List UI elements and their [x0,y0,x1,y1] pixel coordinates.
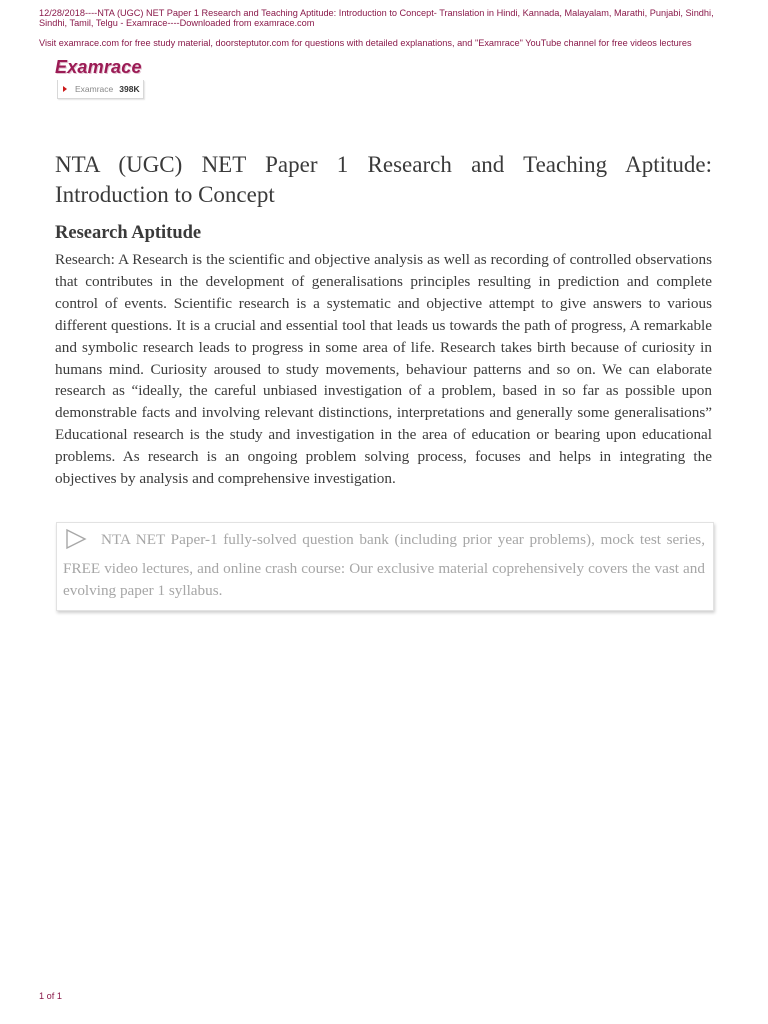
promo-box[interactable] [56,522,714,611]
youtube-channel-name: Examrace [75,84,114,94]
print-header-title: 12/28/2018----NTA (UGC) NET Paper 1 Research and Teaching Aptitude: Introduction to Concept- Translation in Hindi, Kannada, Malayalam, Marathi, Punjabi, Sindhi, Sindhi, Tamil, Telgu - Examrace----Downloaded from examrace.com [39,8,714,29]
examrace-logo[interactable]: Examrace [55,57,142,77]
play-icon [65,528,87,558]
youtube-play-icon [63,86,67,92]
article-title: NTA (UGC) NET Paper 1 Research and Teaching Aptitude: Introduction to Concept [55,152,712,207]
section-heading: Research Aptitude [55,223,202,243]
article-body: Research: A Research is the scientific and objective analysis as well as recording of controlled observations that contributes in the development of generalisations principles resulting in prediction and complete control of events. Scientific research is a systematic and objective attempt to give answers to various different questions. It is a crucial and essential tool that leads us towards the path of progress, A remarkable and symbolic research leads to progress in some area of life. Research takes birth because of curiosity in humans mind. Curiosity aroused to study movements, behaviour patterns and so on. We can elaborate research as “ideally, the careful unbiased investigation of a problem, based in so far as possible upon demonstrable facts and involving relevant distinctions, interpretations and generally some generalisations” Educational research is the study and investigation in the area of education or bearing upon educational problems. As research is an ongoing problem solving process, focuses and helps in integrating the objectives by analysis and comprehensive investigation. [55,251,712,488]
article [55,150,712,490]
print-header-notice: Visit examrace.com for free study material, doorsteptutor.com for questions with detailed explanations, and "Examrace" YouTube channel for free videos lectures [39,38,692,48]
youtube-subscribe-badge[interactable] [57,80,144,99]
promo-text: NTA NET Paper-1 fully-solved question bank (including prior year problems), mock test series, FREE video lectures, and online crash course: Our exclusive material coprehensively covers the vast and evolving paper 1 syllabus. [63,531,705,599]
youtube-subscriber-count: 398K [119,84,140,94]
page-number: 1 of 1 [39,991,62,1001]
